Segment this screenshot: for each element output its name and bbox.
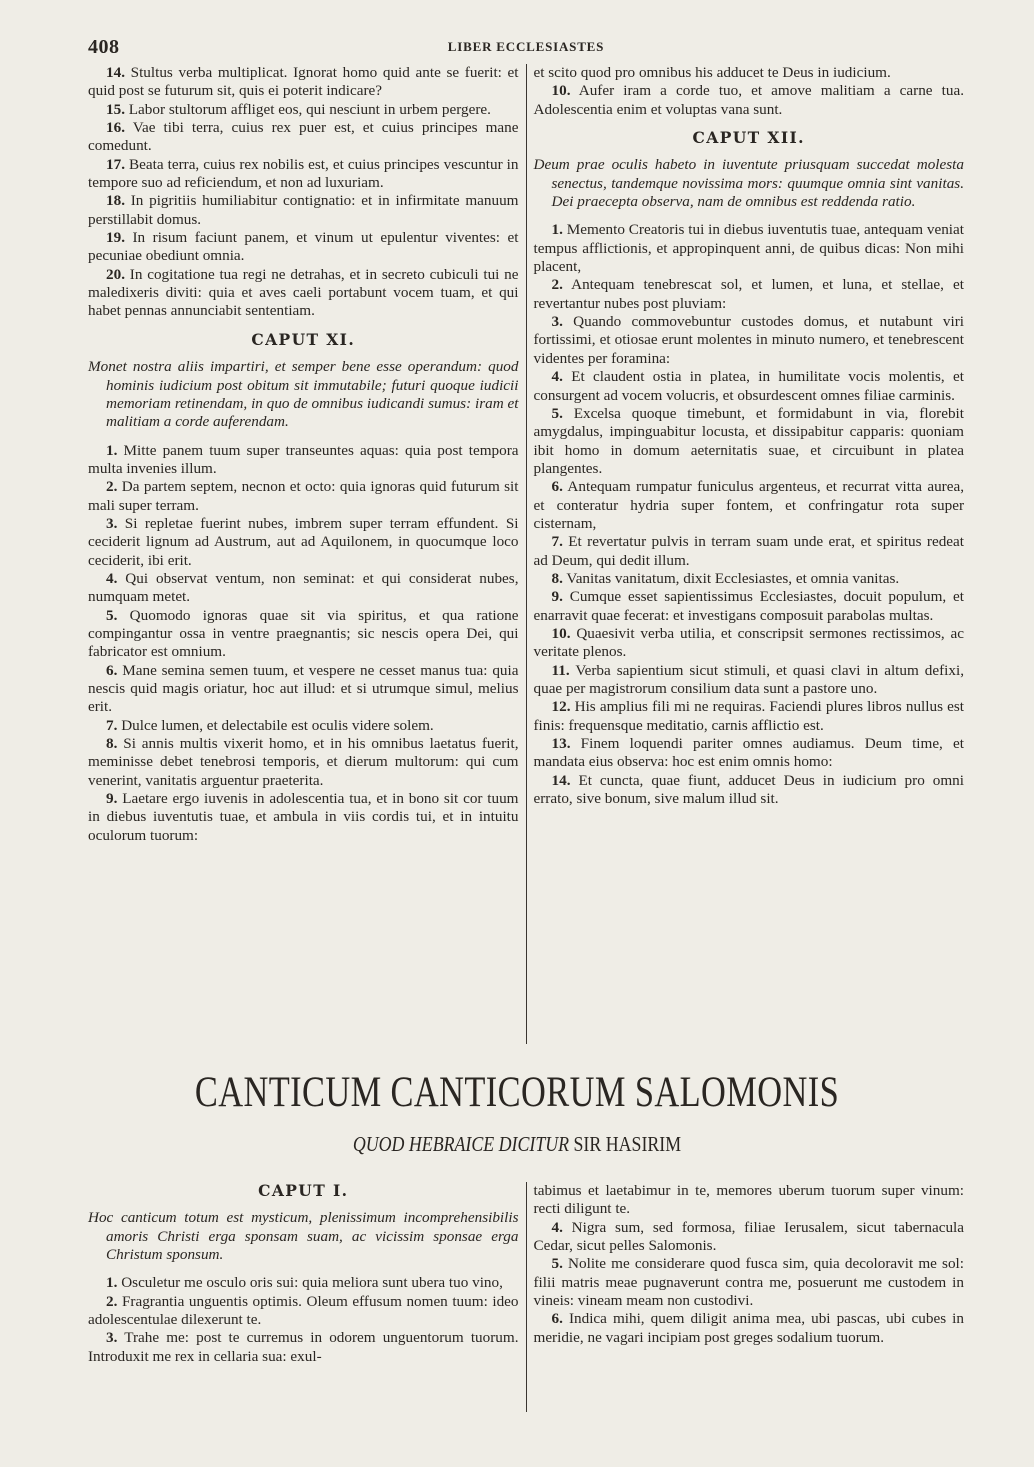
verse-text: Cumque esset sapientissimus Ecclesiastes, docuit populum, et enarravit quae fecerat: et investigans composuit parabolas multas. bbox=[533, 588, 964, 624]
verse-text: Si repletae fuerint nubes, imbrem super terram effundent. Si ceciderit lignum ad Austrum, aut ad Aquilonem, in quocumque loco ceciderit, ibi erit. bbox=[88, 514, 519, 569]
book-subtitle bbox=[78, 1132, 957, 1157]
verse bbox=[88, 1274, 519, 1292]
verse bbox=[88, 442, 519, 479]
verse-text: Stultus verba multiplicat. Ignorat homo quid ante se fuerit: et quid post se futurum sit, quis ei poterit indicare? bbox=[88, 64, 519, 100]
verse-text: Antequam tenebrescat sol, et lumen, et luna, et stellae, et revertantur nubes post pluviam: bbox=[533, 276, 964, 312]
verse bbox=[88, 156, 519, 193]
verse-text: Da partem septem, necnon et octo: quia ignoras quid futurum sit mali super terram. bbox=[88, 478, 519, 514]
verse bbox=[534, 478, 965, 533]
right-column-bottom bbox=[526, 1182, 965, 1412]
verse-number: 2. bbox=[106, 478, 118, 496]
verse-number: 6. bbox=[551, 1310, 563, 1328]
verse-continuation: tabimus et laetabimur in te, memores uberum tuorum super vinum: recti diligunt te. bbox=[533, 1182, 964, 1218]
chapter-summary-xii: Deum prae oculis habeto in iuventute priusquam succedat molesta senectus, tandemque novissima mors: quumque omnia sint vanitas. Dei praecepta observa, nam de omnibus est reddenda ratio. bbox=[533, 156, 964, 211]
verse bbox=[534, 772, 965, 809]
verse-text: Nolite me considerare quod fusca sim, quia decoloravit me sol: filii matris meae pugnaverunt contra me, posuerunt me custodem in vineis: vineam meam non custodivi. bbox=[533, 1255, 964, 1310]
verse bbox=[88, 607, 519, 662]
verse bbox=[88, 478, 519, 515]
verse bbox=[534, 1255, 965, 1310]
left-column-bottom bbox=[88, 1182, 526, 1412]
verse-number: 11. bbox=[551, 661, 570, 679]
verse-text: Mane semina semen tuum, et vespere ne cesset manus tua: quia nescis quid magis oriatur, hoc aut illud: et si utrumque simul, melius erit. bbox=[88, 661, 519, 716]
verse-number: 3. bbox=[106, 514, 118, 532]
verse-number: 16. bbox=[106, 119, 125, 137]
verse-text: Vanitas vanitatum, dixit Ecclesiastes, et omnia vanitas. bbox=[562, 569, 900, 587]
verse-continuation: et scito quod pro omnibus his adducet te Deus in iudicium. bbox=[533, 64, 891, 81]
verse bbox=[88, 570, 519, 607]
bottom-columns bbox=[88, 1182, 964, 1412]
verse-number: 14. bbox=[551, 771, 571, 789]
verse-text: Osculetur me osculo oris sui: quia meliora sunt ubera tuo vino, bbox=[117, 1274, 503, 1292]
top-columns bbox=[88, 64, 964, 1044]
chapter-summary-xi: Monet nostra aliis impartiri, et semper bene esse operandum: quod hominis iudicium post obitum sit immutabile; futuri quoque iudicii memoriam retinendam, in quo de omnibus iudicandi sumus: iram et malitiam a corde auferendam. bbox=[88, 358, 519, 431]
verse bbox=[534, 533, 965, 570]
verse-number: 10. bbox=[551, 624, 571, 642]
verse-text: Et claudent ostia in platea, in humilitate vocis molentis, et consurgent ad vocem volucris, et obsurdescent omnes filiae carminis. bbox=[533, 368, 964, 404]
verse-number: 4. bbox=[551, 1218, 563, 1236]
verse-text: Aufer iram a corde tuo, et amove malitiam a carne tua. Adolescentia enim et voluptas vana sunt. bbox=[533, 82, 964, 118]
verse-text: Qui observat ventum, non seminat: et qui considerat nubes, numquam metet. bbox=[88, 569, 519, 606]
verse-number: 5. bbox=[106, 606, 118, 624]
running-head bbox=[88, 36, 964, 58]
verse bbox=[534, 82, 965, 119]
verse-text: Vae tibi terra, cuius rex puer est, et cuius principes mane comedunt. bbox=[88, 119, 519, 155]
verse-number: 4. bbox=[106, 569, 118, 587]
verse bbox=[88, 790, 519, 845]
verse bbox=[534, 221, 965, 276]
subtitle-roman: SIR HASIRIM bbox=[569, 1132, 682, 1156]
verse bbox=[534, 276, 965, 313]
verse-text: His amplius fili mi ne requiras. Faciendi plures libros nullus est finis: frequensque meditatio, carnis afflictio est. bbox=[533, 698, 964, 734]
verse-text: Quando commovebuntur custodes domus, et nutabunt viri fortissimi, et otiosae erunt molentes in minuto numero, et tenebrescent videntes per foramina: bbox=[533, 313, 964, 367]
verse-text: Finem loquendi pariter omnes audiamus. Deum time, et mandata eius observa: hoc est enim omnis homo: bbox=[533, 735, 964, 771]
verse-text: Laetare ergo iuvenis in adolescentia tua, et in bono sit cor tuum in diebus iuventutis tuae, et ambula in viis cordis tui, et in intuitu oculorum tuorum: bbox=[88, 790, 519, 844]
verse-text: Mitte panem tuum super transeuntes aquas: quia post tempora multa invenies illum. bbox=[88, 441, 519, 477]
verse-text: Et cuncta, quae fiunt, adducet Deus in iudicium pro omni errato, sive bonum, sive malum illud sit. bbox=[533, 771, 964, 808]
verse bbox=[88, 735, 519, 790]
verse-text: Trahe me: post te curremus in odorem unguentorum tuorum. Introduxit me rex in cellaria sua: exul- bbox=[88, 1329, 519, 1365]
verse-number: 1. bbox=[106, 1274, 118, 1292]
verse bbox=[534, 662, 965, 699]
verse-number: 18. bbox=[106, 192, 125, 210]
verse bbox=[88, 192, 519, 229]
verse-number: 9. bbox=[551, 588, 563, 606]
right-column bbox=[526, 64, 965, 1044]
verse-number: 17. bbox=[106, 155, 125, 173]
verse-number: 6. bbox=[551, 478, 563, 496]
verse bbox=[88, 515, 519, 570]
verse-number: 5. bbox=[551, 404, 563, 422]
verse-number: 19. bbox=[106, 229, 125, 247]
verse-text: Indica mihi, quem diligit anima mea, ubi pascas, ubi cubes in meridie, ne vagari incipiam post greges sodalium tuorum. bbox=[533, 1310, 964, 1346]
chapter-heading-i: CAPUT I. bbox=[258, 1181, 349, 1200]
verse-number: 14. bbox=[106, 64, 125, 81]
verse-number: 3. bbox=[551, 313, 563, 331]
verse bbox=[88, 1329, 519, 1366]
subtitle-italic: QUOD HEBRAICE DICITUR bbox=[352, 1132, 570, 1156]
chapter-heading-xii: CAPUT XII. bbox=[692, 128, 805, 148]
running-title: LIBER ECCLESIASTES bbox=[447, 39, 605, 54]
verse-number: 5. bbox=[551, 1255, 563, 1273]
verse bbox=[88, 119, 519, 156]
verse bbox=[88, 229, 519, 266]
verse bbox=[88, 1293, 519, 1330]
verse-text: Beata terra, cuius rex nobilis est, et cuius principes vescuntur in tempore suo ad reficiendum, et non ad luxuriam. bbox=[88, 155, 519, 192]
verse-number: 12. bbox=[551, 698, 571, 716]
verse-text: Dulce lumen, et delectabile est oculis videre solem. bbox=[117, 716, 434, 734]
verse bbox=[534, 405, 965, 478]
verse-text: Memento Creatoris tui in diebus iuventutis tuae, antequam veniat tempus afflictionis, et appropinquent anni, de quibus dicas: Non mihi placent, bbox=[533, 221, 964, 276]
verse bbox=[534, 1310, 965, 1347]
verse-text: Et revertatur pulvis in terram suam unde erat, et spiritus redeat ad Deum, qui dedit illum. bbox=[533, 533, 964, 569]
verse-number: 2. bbox=[106, 1292, 118, 1310]
verse bbox=[534, 588, 965, 625]
verse bbox=[534, 1219, 965, 1256]
verse-text: Nigra sum, sed formosa, filiae Ierusalem, sicut tabernacula Cedar, sicut pelles Salomonis. bbox=[533, 1218, 964, 1255]
verse bbox=[88, 717, 519, 735]
verse-text: Si annis multis vixerit homo, et in his omnibus laetatus fuerit, meminisse debet tenebrosi temporis, et dierum multorum: qui cum venerint, vanitatis arguentur praeterita. bbox=[88, 735, 519, 789]
verse-text: In pigritiis humiliabitur contignatio: et in infirmitate manuum perstillabit domus. bbox=[88, 192, 519, 228]
verse bbox=[88, 64, 519, 101]
verse bbox=[534, 698, 965, 735]
verse-text: In cogitatione tua regi ne detrahas, et in secreto cubiculi tui ne maledixeris diviti: quia et aves caeli portabunt vocem tuam, et qui habet pennas annunciabit sententiam. bbox=[88, 265, 519, 320]
verse bbox=[534, 625, 965, 662]
verse-number: 15. bbox=[106, 100, 125, 118]
verse-number: 8. bbox=[106, 735, 118, 753]
page-number: 408 bbox=[88, 36, 120, 58]
verse-text: Quomodo ignoras quae sit via spiritus, et qua ratione compingantur ossa in ventre praegnantis; sic nescis opera Dei, qui fabricator est omnium. bbox=[88, 606, 519, 661]
verse-number: 2. bbox=[551, 276, 563, 294]
chapter-summary-i: Hoc canticum totum est mysticum, plenissimum incomprehensibilis amoris Christi erga sponsam suam, ac vicissim sponsae erga Christum sponsum. bbox=[88, 1209, 519, 1264]
verse bbox=[534, 735, 965, 772]
chapter-heading-xi: CAPUT XI. bbox=[251, 329, 356, 349]
verse bbox=[534, 570, 965, 588]
left-column bbox=[88, 64, 526, 1044]
verse-text: Quaesivit verba utilia, et conscripsit sermones rectissimos, ac veritate plenos. bbox=[533, 624, 964, 661]
book-title: CANTICUM CANTICORUM SALOMONIS bbox=[194, 1069, 840, 1116]
verse bbox=[88, 101, 519, 119]
verse-number: 4. bbox=[551, 368, 563, 386]
verse-number: 1. bbox=[106, 441, 118, 459]
verse-text: Fragrantia unguentis optimis. Oleum effusum nomen tuum: ideo adolescentulae dilexerunt te. bbox=[88, 1292, 519, 1329]
verse-number: 1. bbox=[551, 221, 563, 239]
verse-text: In risum faciunt panem, et vinum ut epulentur viventes: et pecuniae obediunt omnia. bbox=[88, 229, 519, 265]
verse-number: 20. bbox=[106, 265, 125, 283]
verse bbox=[534, 368, 965, 405]
verse-number: 6. bbox=[106, 661, 118, 679]
verse-text: Excelsa quoque timebunt, et formidabunt in via, florebit amygdalus, impinguabitur locusta, et dissipabitur capparis: quoniam ibit homo in domum aeternitatis suae, et circuibunt in platea plangentes. bbox=[533, 404, 964, 477]
verse-number: 10. bbox=[551, 82, 571, 100]
verse bbox=[88, 266, 519, 321]
verse-number: 9. bbox=[106, 790, 118, 808]
verse bbox=[88, 662, 519, 717]
verse bbox=[534, 313, 965, 368]
verse-number: 7. bbox=[106, 716, 118, 734]
verse-number: 8. bbox=[551, 569, 563, 587]
verse-number: 3. bbox=[106, 1329, 118, 1347]
verse-text: Labor stultorum affliget eos, qui nesciunt in urbem pergere. bbox=[124, 100, 491, 118]
verse-number: 7. bbox=[551, 533, 563, 551]
verse-number: 13. bbox=[551, 735, 571, 753]
verse-text: Verba sapientium sicut stimuli, et quasi clavi in altum defixi, quae per magistrorum consilium data sunt a pastore uno. bbox=[533, 661, 964, 697]
verse-text: Antequam rumpatur funiculus argenteus, et recurrat vitta aurea, et conteratur hydria super fontem, et confringatur rota super cisternam, bbox=[533, 478, 964, 532]
